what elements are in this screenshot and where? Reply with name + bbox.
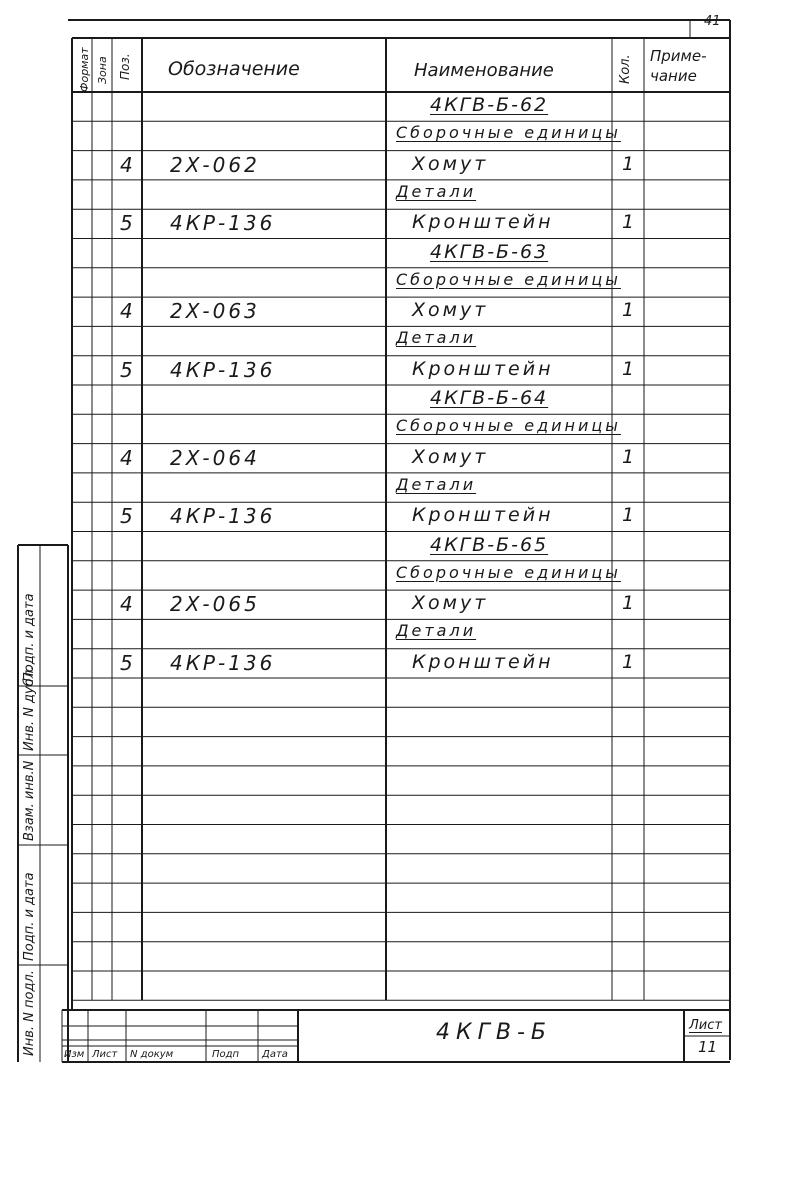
row-name: Детали [396, 474, 477, 494]
side-stamp-label: Подп. и дата [22, 593, 37, 682]
row-name: 4КГВ-Б-64 [430, 387, 549, 409]
title-document-code: 4КГВ-Б [436, 1020, 552, 1045]
header-zone: Зона [96, 56, 109, 84]
row-qty: 1 [622, 445, 635, 468]
row-name: Кронштейн [412, 357, 554, 380]
row-name: Кронштейн [412, 650, 554, 673]
row-pos: 5 [120, 650, 133, 675]
row-name: Кронштейн [412, 504, 554, 527]
title-sheet-label: Лист [689, 1018, 722, 1033]
row-name: Хомут [412, 592, 489, 615]
side-stamp-label: Взам. инв.N [22, 760, 37, 841]
header-designation: Обозначение [168, 58, 300, 80]
row-name: Сборочные единицы [396, 416, 621, 436]
row-qty: 1 [622, 357, 635, 380]
header-format: Формат [78, 47, 91, 92]
row-name: Сборочные единицы [396, 269, 621, 289]
row-name: 4КГВ-Б-62 [430, 94, 549, 116]
row-pos: 4 [120, 299, 133, 324]
title-col-change: Изм [64, 1049, 85, 1060]
row-designation: 4КР-136 [170, 357, 276, 382]
row-pos: 5 [120, 504, 133, 529]
row-name: Детали [396, 621, 477, 641]
row-name: Кронштейн [412, 211, 554, 234]
row-designation: 4КР-136 [170, 650, 276, 675]
row-qty: 1 [622, 211, 635, 234]
row-name: Детали [396, 181, 477, 201]
row-designation: 2Х-062 [170, 152, 260, 177]
row-name: Хомут [412, 152, 489, 175]
title-col-sheet: Лист [92, 1049, 118, 1060]
row-name: Сборочные единицы [396, 123, 621, 143]
row-pos: 4 [120, 445, 133, 470]
title-col-date: Дата [262, 1049, 288, 1060]
row-pos: 5 [120, 357, 133, 382]
row-qty: 1 [622, 504, 635, 527]
row-designation: 4КР-136 [170, 504, 276, 529]
header-note: Приме- чание [650, 47, 707, 86]
row-name: 4КГВ-Б-65 [430, 533, 549, 556]
header-name: Наименование [414, 60, 554, 81]
row-qty: 1 [622, 299, 635, 322]
side-stamp-label: Инв. N дубл. [22, 665, 37, 751]
title-sheet-value: 11 [698, 1038, 718, 1056]
row-pos: 4 [120, 152, 133, 177]
row-designation: 2Х-065 [170, 592, 260, 617]
row-qty: 1 [622, 152, 635, 175]
title-col-doc: N докум [130, 1049, 174, 1060]
row-pos: 5 [120, 211, 133, 236]
row-designation: 4КР-136 [170, 211, 276, 236]
row-name: Сборочные единицы [396, 562, 621, 582]
header-pos: Поз. [118, 53, 132, 80]
row-qty: 1 [622, 592, 635, 615]
row-qty: 1 [622, 650, 635, 673]
side-stamp-label: Инв. N подл. [22, 970, 37, 1056]
title-col-sign: Подп [212, 1049, 240, 1060]
row-designation: 2Х-064 [170, 445, 260, 470]
side-stamp-label: Подп. и дата [22, 872, 37, 961]
row-name: Хомут [412, 299, 489, 322]
row-name: Хомут [412, 445, 489, 468]
row-name: 4КГВ-Б-63 [430, 240, 549, 263]
header-qty: Кол. [618, 54, 633, 84]
row-name: Детали [396, 328, 477, 348]
row-designation: 2Х-063 [170, 299, 260, 324]
row-pos: 4 [120, 592, 133, 617]
sheet-corner-number: 41 [704, 14, 721, 29]
